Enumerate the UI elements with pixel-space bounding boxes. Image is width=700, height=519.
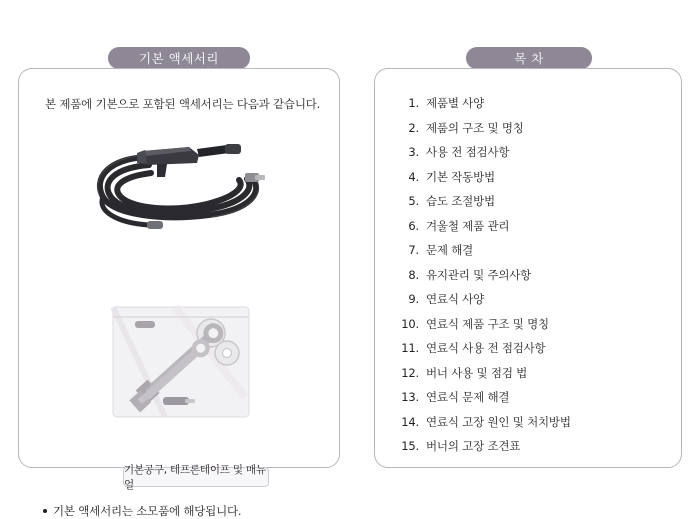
toc-item-number: 13. xyxy=(401,390,419,404)
list-item[interactable] xyxy=(397,242,663,267)
accessories-panel xyxy=(18,68,340,518)
toc-item-number: 14. xyxy=(401,414,419,429)
list-item[interactable] xyxy=(397,169,663,194)
toc-item-number: 15. xyxy=(401,439,419,453)
toc-item-label: 연료식 제품 구조 및 명칭 xyxy=(426,316,549,331)
list-item[interactable] xyxy=(397,316,663,341)
toc-item-label: 제품별 사양 xyxy=(426,96,484,110)
accessories-intro-text: 본 제품에 기본으로 포함된 액세서리는 다음과 같습니다. xyxy=(45,97,321,111)
steam-hose-and-steam-gun-photo xyxy=(77,135,285,245)
toc-item-number: 7. xyxy=(408,243,419,257)
toc-item-number: 10. xyxy=(401,316,419,331)
caption-tools: 기본공구, 테프론테이프 및 매뉴얼 xyxy=(123,467,269,487)
section-title-accessories: 기본 액세서리 xyxy=(108,47,250,69)
toc-item-number: 4. xyxy=(408,169,419,184)
toc-item-number: 6. xyxy=(408,218,419,233)
list-item[interactable] xyxy=(397,438,663,463)
toc-item-label: 연료식 사양 xyxy=(426,292,484,306)
list-item[interactable] xyxy=(397,218,663,243)
toc-item-label: 버너 사용 및 점검 법 xyxy=(426,365,528,380)
toc-item-number: 3. xyxy=(408,145,419,159)
toc-item-label: 연료식 고장 원인 및 처치방법 xyxy=(426,414,571,429)
toc-item-number: 1. xyxy=(408,96,419,110)
toc-item-label: 겨울철 제품 관리 xyxy=(426,218,510,233)
toc-item-number: 5. xyxy=(408,194,419,208)
toc-item-number: 8. xyxy=(408,267,419,282)
toc-item-label: 연료식 문제 해결 xyxy=(426,390,510,404)
list-item[interactable] xyxy=(397,389,663,414)
toc-item-label: 유지관리 및 주의사항 xyxy=(426,267,532,282)
list-item[interactable] xyxy=(397,340,663,365)
list-item[interactable] xyxy=(397,291,663,316)
toc-list xyxy=(375,95,681,463)
list-item[interactable] xyxy=(397,193,663,218)
toc-item-number: 11. xyxy=(401,341,419,355)
toc-item-label: 사용 전 점검사항 xyxy=(426,145,510,159)
list-item[interactable] xyxy=(397,414,663,439)
toc-item-label: 문제 해결 xyxy=(426,243,474,257)
list-item[interactable] xyxy=(397,95,663,120)
bullet-icon xyxy=(43,509,47,513)
table-of-contents-panel xyxy=(374,68,682,468)
wrench-teflon-tape-manual-photo xyxy=(105,301,257,423)
toc-item-label: 습도 조절방법 xyxy=(426,194,495,208)
list-item[interactable] xyxy=(397,365,663,390)
toc-item-label: 연료식 사용 전 점검사항 xyxy=(426,341,546,355)
toc-item-label: 기본 작동방법 xyxy=(426,169,495,184)
toc-item-number: 2. xyxy=(408,120,419,135)
accessories-note-text: 기본 액세서리는 소모품에 해당됩니다. xyxy=(53,504,242,518)
list-item[interactable] xyxy=(397,120,663,145)
section-title-contents: 목 차 xyxy=(466,47,592,69)
list-item[interactable] xyxy=(397,144,663,169)
toc-item-label: 제품의 구조 및 명칭 xyxy=(426,120,524,135)
toc-item-number: 9. xyxy=(408,292,419,306)
toc-item-label: 버너의 고장 조견표 xyxy=(426,439,521,453)
accessories-note xyxy=(43,503,241,519)
toc-item-number: 12. xyxy=(401,365,419,380)
list-item[interactable] xyxy=(397,267,663,292)
